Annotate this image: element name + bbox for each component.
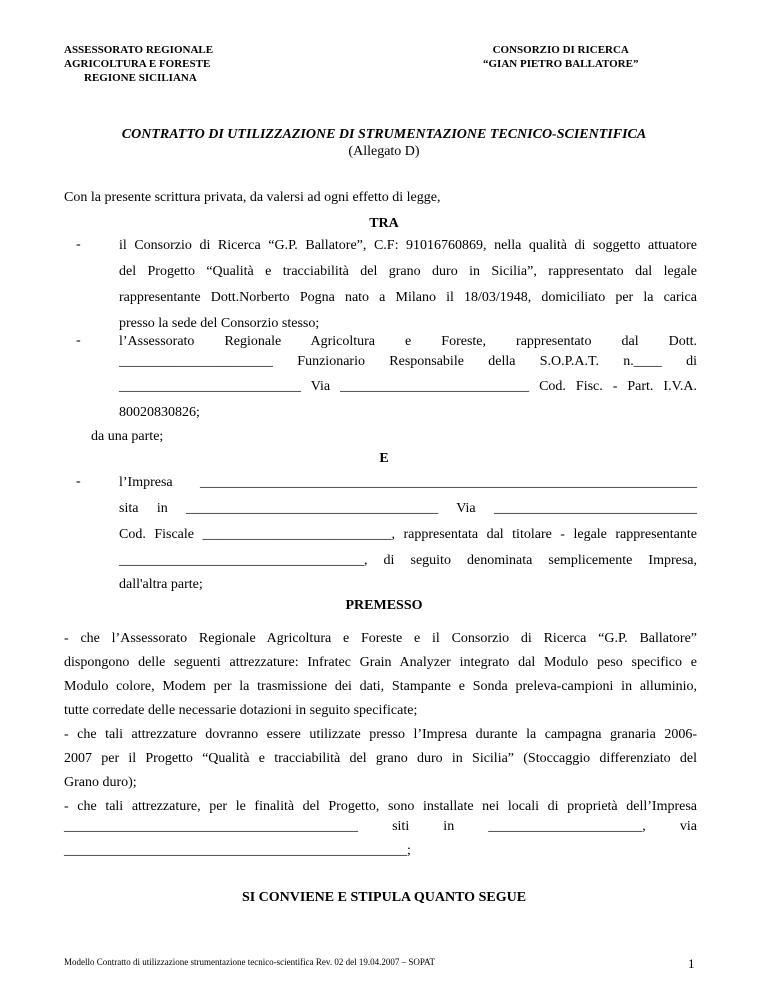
header-left-line: ASSESSORATO REGIONALE <box>64 44 214 56</box>
party1-line: rappresentante Dott.Norberto Pogna nato a Milano il 18/03/1948, domiciliato per la carica <box>119 290 697 305</box>
da-una-parte: da una parte; <box>91 429 164 444</box>
premesso-line: 2007 per il Progetto “Qualità e tracciabilità del grano duro in Sicilia” (Stoccaggio differenziato del <box>64 751 697 766</box>
premesso-line: __________________________________________ siti in ______________________, via <box>64 819 697 834</box>
heading-tra: TRA <box>369 216 399 231</box>
heading-si-conviene: SI CONVIENE E STIPULA QUANTO SEGUE <box>241 890 527 905</box>
party3-line: dall'altra parte; <box>119 577 203 592</box>
party2-line: __________________________ Via ___________________________ Cod. Fisc. - Part. I.V.A. <box>119 379 697 394</box>
party2-line: l’Assessorato Regionale Agricoltura e Foreste, rappresentato dal Dott. <box>119 334 697 349</box>
title-sub: (Allegato D) <box>348 144 420 159</box>
premesso-line: - che tali attrezzature, per le finalità del Progetto, sono installate nei locali di proprietà dell’Impresa <box>64 799 697 814</box>
party2-line: 80020830826; <box>119 405 200 420</box>
party3-line: Cod. Fiscale ___________________________, rappresentata dal titolare - legale rappresentante <box>119 527 697 542</box>
list-dash: - <box>76 474 81 489</box>
party1-line: del Progetto “Qualità e tracciabilità del grano duro in Sicilia”, rappresentato dal legale <box>119 264 697 279</box>
heading-premesso: PREMESSO <box>345 598 423 613</box>
premesso-line: Grano duro); <box>64 775 137 790</box>
party1-line: presso la sede del Consorzio stesso; <box>119 316 320 331</box>
premesso-line: - che l’Assessorato Regionale Agricoltura e Foreste e il Consorzio di Ricerca “G.P. Ballatore” <box>64 631 697 646</box>
list-dash: - <box>76 237 81 252</box>
page-number: 1 <box>688 956 695 971</box>
premesso-line: tutte corredate delle necessarie dotazioni in seguito specificate; <box>64 703 418 718</box>
heading-e: E <box>379 451 389 466</box>
document-title <box>0 126 768 160</box>
header-right-line: CONSORZIO DI RICERCA <box>492 44 629 56</box>
party2-line: ______________________ Funzionario Responsabile della S.O.P.A.T. n.____ di <box>119 354 697 369</box>
party1-line: il Consorzio di Ricerca “G.P. Ballatore”, C.F: 91016760869, nella qualità di soggetto attuatore <box>119 238 697 253</box>
party3-line: sita in ____________________________________ Via _____________________________ <box>119 501 697 516</box>
header-left-line: AGRICOLTURA E FORESTE <box>64 58 211 70</box>
intro-text: Con la presente scrittura privata, da valersi ad ogni effetto di legge, <box>64 190 441 205</box>
party3-line: ___________________________________, di seguito denominata semplicemente Impresa, <box>119 553 697 568</box>
title-main: CONTRATTO DI UTILIZZAZIONE DI STRUMENTAZIONE TECNICO-SCIENTIFICA <box>121 127 647 142</box>
premesso-line: - che tali attrezzature dovranno essere utilizzate presso l’Impresa durante la campagna granaria 2006- <box>64 727 697 742</box>
page-footer: Modello Contratto di utilizzazione strumentazione tecnico-scientifica Rev. 02 del 19.04.2007 – SOPAT <box>64 957 436 967</box>
header-left-line: REGIONE SICILIANA <box>84 72 197 84</box>
header-right <box>483 43 638 71</box>
premesso-line: Modulo colore, Modem per la trasmissione dei dati, Stampante e Sonda preleva-campioni in alluminio, <box>64 679 697 694</box>
premesso-line: dispongono delle seguenti attrezzature: Infratec Grain Analyzer integrato dal Modulo peso specifico e <box>64 655 697 670</box>
list-dash: - <box>76 333 81 348</box>
party3-line: l’Impresa _______________________________________________________________________ <box>119 475 697 490</box>
header-right-line: “GIAN PIETRO BALLATORE” <box>483 58 639 70</box>
premesso-line: _________________________________________________; <box>64 843 411 858</box>
header-left <box>64 43 213 85</box>
